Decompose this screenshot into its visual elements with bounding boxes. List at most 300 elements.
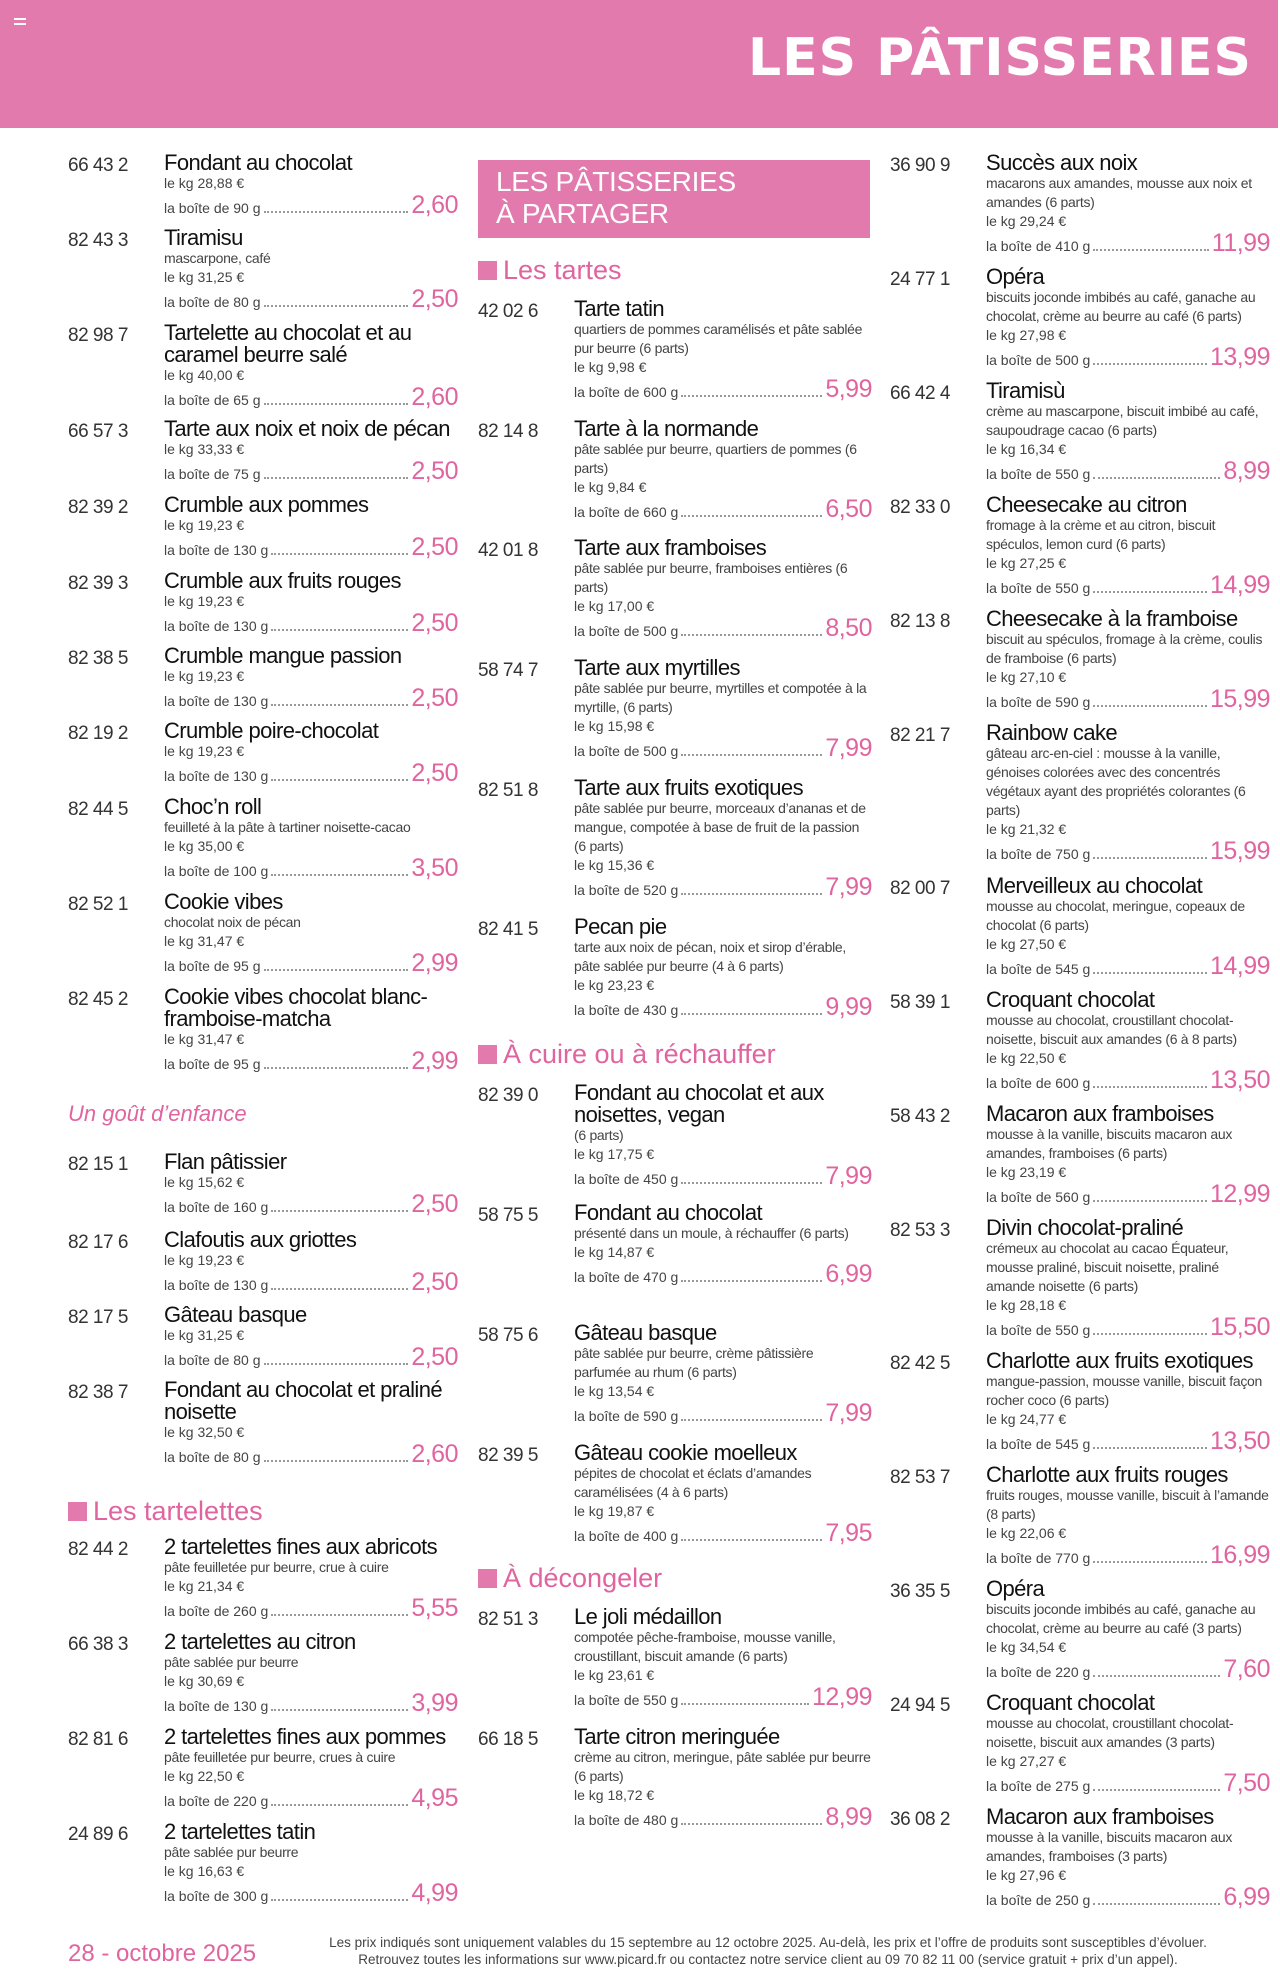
product-description: mousse à la vanille, biscuits macaron aux amandes, framboises (6 parts) xyxy=(986,1126,1233,1161)
price-per-kg: le kg 24,77 € xyxy=(986,1411,1067,1427)
leader-dots xyxy=(1093,363,1207,365)
product-description: fromage à la crème et au citron, biscuit spéculos, lemon curd (6 parts) xyxy=(986,517,1216,552)
box-weight: la boîte de 90 g xyxy=(164,200,261,216)
price-per-kg: le kg 16,34 € xyxy=(986,441,1067,457)
product-item xyxy=(890,152,1270,266)
section-title-text: À décongeler xyxy=(503,1562,663,1593)
product-name: Succès aux noix xyxy=(986,150,1138,175)
product-item xyxy=(890,989,1270,1103)
box-weight: la boîte de 130 g xyxy=(164,693,269,709)
product-price: 15,99 xyxy=(1209,685,1270,713)
product-price: 5,99 xyxy=(825,375,872,403)
product-code: 36 08 2 xyxy=(890,1809,950,1830)
box-weight: la boîte de 95 g xyxy=(164,958,261,974)
price-per-kg: le kg 22,50 € xyxy=(164,1768,245,1784)
product-item xyxy=(68,1631,458,1726)
product-price: 4,99 xyxy=(411,1879,458,1907)
product-name: Divin chocolat-praliné xyxy=(986,1215,1184,1240)
box-weight: la boîte de 590 g xyxy=(986,694,1091,710)
price-per-kg: le kg 22,06 € xyxy=(986,1525,1067,1541)
box-weight: la boîte de 160 g xyxy=(164,1199,269,1215)
product-code: 82 19 2 xyxy=(68,723,128,744)
product-item xyxy=(68,1821,458,1916)
box-weight: la boîte de 65 g xyxy=(164,392,261,408)
leader-dots xyxy=(1093,477,1220,479)
product-code: 58 74 7 xyxy=(478,660,538,681)
product-name: Pecan pie xyxy=(574,914,667,939)
section-title-a-cuire xyxy=(478,1026,872,1082)
product-price: 14,99 xyxy=(1209,952,1270,980)
box-weight: la boîte de 220 g xyxy=(986,1664,1091,1680)
box-weight: la boîte de 520 g xyxy=(574,882,679,898)
product-item xyxy=(68,418,458,494)
product-price: 15,50 xyxy=(1209,1313,1270,1341)
product-price: 2,50 xyxy=(411,533,458,561)
product-code: 82 39 2 xyxy=(68,497,128,518)
price-per-kg: le kg 31,25 € xyxy=(164,1327,245,1343)
price-per-kg: le kg 13,54 € xyxy=(574,1383,655,1399)
product-code: 82 17 5 xyxy=(68,1307,128,1328)
product-code: 82 44 2 xyxy=(68,1539,128,1560)
box-weight: la boîte de 750 g xyxy=(986,846,1091,862)
box-weight: la boîte de 560 g xyxy=(986,1189,1091,1205)
product-name: 2 tartelettes fines aux abricots xyxy=(164,1534,438,1559)
price-per-kg: le kg 34,54 € xyxy=(986,1639,1067,1655)
product-description: mascarpone, café xyxy=(164,250,271,266)
product-price: 7,60 xyxy=(1223,1655,1270,1683)
product-name: Fondant au chocolat et praliné noisette xyxy=(164,1377,442,1424)
product-price: 7,99 xyxy=(825,1162,872,1190)
product-name: Tarte aux framboises xyxy=(574,535,767,560)
product-code: 82 53 7 xyxy=(890,1467,950,1488)
product-name: Fondant au chocolat xyxy=(574,1200,762,1225)
product-price: 7,50 xyxy=(1223,1769,1270,1797)
product-description: biscuits joconde imbibés au café, ganache au chocolat, crème au beurre au café (6 parts) xyxy=(986,289,1256,324)
product-description: pâte sablée pur beurre, myrtilles et compotée à la myrtille, (6 parts) xyxy=(574,680,867,715)
product-list-tartes xyxy=(478,298,872,1026)
product-description: (6 parts) xyxy=(574,1127,624,1143)
leader-dots xyxy=(1093,1789,1220,1791)
product-code: 82 00 7 xyxy=(890,878,950,899)
product-price: 8,50 xyxy=(825,614,872,642)
price-per-kg: le kg 15,36 € xyxy=(574,857,655,873)
product-name: Opéra xyxy=(986,264,1045,289)
product-code: 82 21 7 xyxy=(890,725,950,746)
product-item xyxy=(478,1322,872,1442)
product-price: 3,50 xyxy=(411,854,458,882)
product-item xyxy=(68,570,458,645)
square-bullet-icon xyxy=(478,1569,497,1588)
product-name: Merveilleux au chocolat xyxy=(986,873,1203,898)
price-per-kg: le kg 23,19 € xyxy=(986,1164,1067,1180)
product-code: 66 18 5 xyxy=(478,1729,538,1750)
product-item xyxy=(890,1464,1270,1578)
product-code: 82 51 8 xyxy=(478,780,538,801)
product-name: Charlotte aux fruits exotiques xyxy=(986,1348,1253,1373)
product-name: Gâteau basque xyxy=(164,1302,307,1327)
leader-dots xyxy=(1093,1200,1207,1202)
box-weight: la boîte de 220 g xyxy=(164,1793,269,1809)
product-description: pâte sablée pur beurre xyxy=(164,1654,299,1670)
product-code: 82 38 5 xyxy=(68,648,128,669)
box-weight: la boîte de 450 g xyxy=(574,1171,679,1187)
leader-dots xyxy=(271,629,408,631)
box-weight: la boîte de 75 g xyxy=(164,466,261,482)
product-name: Gâteau cookie moelleux xyxy=(574,1440,797,1465)
box-weight: la boîte de 400 g xyxy=(574,1528,679,1544)
product-price: 2,50 xyxy=(411,1190,458,1218)
banner-line: LES PÂTISSERIES xyxy=(496,166,736,197)
price-per-kg: le kg 23,61 € xyxy=(574,1667,655,1683)
product-name: Tiramisu xyxy=(164,225,243,250)
product-price: 14,99 xyxy=(1209,571,1270,599)
box-weight: la boîte de 550 g xyxy=(986,466,1091,482)
leader-dots xyxy=(681,1419,822,1421)
product-code: 82 51 3 xyxy=(478,1609,538,1630)
leader-dots xyxy=(681,1013,822,1015)
product-list-tartelettes xyxy=(68,1536,458,1916)
section-title-text: Les tartes xyxy=(503,254,622,285)
box-weight: la boîte de 600 g xyxy=(986,1075,1091,1091)
section-title-a-decongeler xyxy=(478,1550,872,1606)
leader-dots xyxy=(681,1182,822,1184)
product-description: gâteau arc-en-ciel : mousse à la vanille, génoises colorées avec des concentrés végétaux ayant des propriétés colorantes (6 parts) xyxy=(986,745,1246,818)
leader-dots xyxy=(1093,705,1207,707)
banner-line: À PARTAGER xyxy=(496,198,669,229)
section-title-tartes xyxy=(478,242,872,298)
price-per-kg: le kg 31,47 € xyxy=(164,933,245,949)
price-per-kg: le kg 33,33 € xyxy=(164,441,245,457)
product-item xyxy=(478,1442,872,1550)
product-description: compotée pêche-framboise, mousse vanille, croustillant, biscuit amande (6 parts) xyxy=(574,1629,836,1664)
column-middle xyxy=(478,160,872,1836)
product-price: 2,60 xyxy=(411,383,458,411)
price-per-kg: le kg 27,96 € xyxy=(986,1867,1067,1883)
product-item xyxy=(68,1536,458,1631)
price-per-kg: le kg 17,00 € xyxy=(574,598,655,614)
price-per-kg: le kg 17,75 € xyxy=(574,1146,655,1162)
product-price: 4,95 xyxy=(411,1784,458,1812)
product-description: mousse au chocolat, croustillant chocolat-noisette, biscuit aux amandes (3 parts) xyxy=(986,1715,1234,1750)
price-per-kg: le kg 30,69 € xyxy=(164,1673,245,1689)
product-price: 12,99 xyxy=(811,1683,872,1711)
product-price: 2,60 xyxy=(411,191,458,219)
product-item xyxy=(478,1082,872,1202)
price-per-kg: le kg 19,23 € xyxy=(164,517,245,533)
leader-dots xyxy=(681,1280,822,1282)
product-name: Croquant chocolat xyxy=(986,1690,1155,1715)
product-price: 16,99 xyxy=(1209,1541,1270,1569)
leader-dots xyxy=(271,1614,408,1616)
product-code: 36 90 9 xyxy=(890,155,950,176)
leader-dots xyxy=(264,305,409,307)
product-description: pâte sablée pur beurre xyxy=(164,1844,299,1860)
product-name: Crumble poire-chocolat xyxy=(164,718,379,743)
product-price: 5,55 xyxy=(411,1594,458,1622)
product-item xyxy=(478,1202,872,1322)
product-name: Tarte citron meringuée xyxy=(574,1724,780,1749)
product-price: 2,99 xyxy=(411,1047,458,1075)
price-per-kg: le kg 21,32 € xyxy=(986,821,1067,837)
product-item xyxy=(68,494,458,570)
page-footer xyxy=(0,1934,1280,1979)
box-weight: la boîte de 80 g xyxy=(164,1449,261,1465)
product-list-a-cuire xyxy=(478,1082,872,1550)
leader-dots xyxy=(1093,1086,1207,1088)
leader-dots xyxy=(1093,1675,1220,1677)
section-title-text: Les tartelettes xyxy=(93,1495,263,1526)
leader-dots xyxy=(681,395,822,397)
leader-dots xyxy=(681,1703,809,1705)
price-per-kg: le kg 21,34 € xyxy=(164,1578,245,1594)
product-code: 24 94 5 xyxy=(890,1695,950,1716)
square-bullet-icon xyxy=(68,1502,87,1521)
product-price: 8,99 xyxy=(825,1803,872,1831)
product-description: biscuits joconde imbibés au café, ganache au chocolat, crème au beurre au café (3 parts) xyxy=(986,1601,1256,1636)
box-weight: la boîte de 275 g xyxy=(986,1778,1091,1794)
price-per-kg: le kg 40,00 € xyxy=(164,367,245,383)
price-per-kg: le kg 19,23 € xyxy=(164,1252,245,1268)
leader-dots xyxy=(271,779,408,781)
product-price: 15,99 xyxy=(1209,837,1270,865)
product-item xyxy=(890,1578,1270,1692)
product-description: mousse au chocolat, meringue, copeaux de chocolat (6 parts) xyxy=(986,898,1245,933)
product-description: pâte sablée pur beurre, morceaux d’ananas et de mangue, compotée à base de fruit de la passion (6 parts) xyxy=(574,800,866,854)
product-description: biscuit au spéculos, fromage à la crème, coulis de framboise (6 parts) xyxy=(986,631,1263,666)
product-item xyxy=(478,418,872,537)
product-item xyxy=(890,266,1270,380)
product-code: 82 52 1 xyxy=(68,894,128,915)
product-price: 9,99 xyxy=(825,993,872,1021)
product-code: 82 33 0 xyxy=(890,497,950,518)
box-weight: la boîte de 410 g xyxy=(986,238,1091,254)
price-per-kg: le kg 32,50 € xyxy=(164,1424,245,1440)
square-bullet-icon xyxy=(478,1045,497,1064)
product-name: 2 tartelettes tatin xyxy=(164,1819,316,1844)
product-price: 7,99 xyxy=(825,1399,872,1427)
price-per-kg: le kg 31,47 € xyxy=(164,1031,245,1047)
product-code: 66 57 3 xyxy=(68,421,128,442)
product-item xyxy=(68,152,458,227)
box-weight: la boîte de 550 g xyxy=(986,580,1091,596)
price-per-kg: le kg 28,88 € xyxy=(164,175,245,191)
product-code: 58 39 1 xyxy=(890,992,950,1013)
leader-dots xyxy=(271,874,408,876)
product-name: Flan pâtissier xyxy=(164,1149,287,1174)
product-price: 11,99 xyxy=(1211,229,1270,257)
section-title-tartelettes xyxy=(68,1486,458,1536)
product-price: 2,50 xyxy=(411,759,458,787)
product-description: présenté dans un moule, à réchauffer (6 parts) xyxy=(574,1225,849,1241)
product-item xyxy=(68,1304,458,1379)
product-list-a-decongeler xyxy=(478,1606,872,1836)
product-list-childhood xyxy=(68,1151,458,1486)
product-item xyxy=(890,1692,1270,1806)
product-code: 58 75 6 xyxy=(478,1325,538,1346)
box-weight: la boîte de 130 g xyxy=(164,542,269,558)
product-description: feuilleté à la pâte à tartiner noisette-cacao xyxy=(164,819,411,835)
box-weight: la boîte de 250 g xyxy=(986,1892,1091,1908)
product-price: 7,95 xyxy=(825,1519,872,1547)
product-item xyxy=(890,722,1270,875)
legal-note-line: Retrouvez toutes les informations sur www.picard.fr ou contactez notre service client au 09 70 82 11 00 (service gratuit + prix d’un appel). xyxy=(358,1952,1178,1967)
subsection-title: Un goût d’enfance xyxy=(68,1101,247,1126)
product-item xyxy=(478,916,872,1026)
leader-dots xyxy=(681,754,822,756)
product-item xyxy=(68,645,458,720)
product-code: 82 38 7 xyxy=(68,1382,128,1403)
product-description: crème au citron, meringue, pâte sablée pur beurre (6 parts) xyxy=(574,1749,871,1784)
box-weight: la boîte de 430 g xyxy=(574,1002,679,1018)
product-price: 2,50 xyxy=(411,457,458,485)
product-name: Clafoutis aux griottes xyxy=(164,1227,357,1252)
product-item xyxy=(478,1606,872,1726)
column-right xyxy=(890,150,1270,1911)
product-code: 42 01 8 xyxy=(478,540,538,561)
leader-dots xyxy=(1093,591,1207,593)
product-price: 2,50 xyxy=(411,609,458,637)
product-item xyxy=(68,1151,458,1229)
product-name: Tarte tatin xyxy=(574,296,665,321)
price-per-kg: le kg 16,63 € xyxy=(164,1863,245,1879)
leader-dots xyxy=(264,403,409,405)
box-weight: la boîte de 130 g xyxy=(164,1698,269,1714)
product-code: 82 15 1 xyxy=(68,1154,128,1175)
legal-note xyxy=(278,1934,1258,1968)
product-price: 6,99 xyxy=(825,1260,872,1288)
column-left xyxy=(68,152,458,1916)
leader-dots xyxy=(1093,1903,1220,1905)
product-name: Opéra xyxy=(986,1576,1045,1601)
product-price: 6,99 xyxy=(1223,1883,1270,1911)
price-per-kg: le kg 27,10 € xyxy=(986,669,1067,685)
product-description: mousse à la vanille, biscuits macaron aux amandes, framboises (3 parts) xyxy=(986,1829,1233,1864)
product-item xyxy=(68,227,458,322)
price-per-kg: le kg 18,72 € xyxy=(574,1787,655,1803)
leader-dots xyxy=(264,1067,409,1069)
box-weight: la boîte de 550 g xyxy=(574,1692,679,1708)
product-code: 82 39 0 xyxy=(478,1085,538,1106)
price-per-kg: le kg 27,25 € xyxy=(986,555,1067,571)
box-weight: la boîte de 480 g xyxy=(574,1812,679,1828)
page-title: LES PÂTISSERIES xyxy=(747,28,1252,88)
leader-dots xyxy=(1093,972,1207,974)
leader-dots xyxy=(681,634,822,636)
product-code: 24 89 6 xyxy=(68,1824,128,1845)
leader-dots xyxy=(271,1288,408,1290)
box-weight: la boîte de 260 g xyxy=(164,1603,269,1619)
product-price: 7,99 xyxy=(825,734,872,762)
product-code: 82 42 5 xyxy=(890,1353,950,1374)
product-code: 36 35 5 xyxy=(890,1581,950,1602)
product-code: 58 43 2 xyxy=(890,1106,950,1127)
product-code: 82 39 3 xyxy=(68,573,128,594)
product-item xyxy=(890,1350,1270,1464)
product-code: 82 41 5 xyxy=(478,919,538,940)
product-name: Tarte aux myrtilles xyxy=(574,655,740,680)
product-description: crème au mascarpone, biscuit imbibé au café, saupoudrage cacao (6 parts) xyxy=(986,403,1259,438)
box-weight: la boîte de 550 g xyxy=(986,1322,1091,1338)
product-name: Choc’n roll xyxy=(164,794,262,819)
product-name: 2 tartelettes au citron xyxy=(164,1629,356,1654)
product-price: 3,99 xyxy=(411,1689,458,1717)
product-item xyxy=(68,322,458,418)
product-price: 13,50 xyxy=(1209,1427,1270,1455)
box-weight: la boîte de 80 g xyxy=(164,1352,261,1368)
product-name: Fondant au chocolat xyxy=(164,150,352,175)
box-weight: la boîte de 600 g xyxy=(574,384,679,400)
product-item xyxy=(68,986,458,1101)
section-title-text: À cuire ou à réchauffer xyxy=(503,1038,776,1069)
box-weight: la boîte de 500 g xyxy=(574,623,679,639)
leader-dots xyxy=(264,211,409,213)
box-weight: la boîte de 300 g xyxy=(164,1888,269,1904)
product-price: 2,60 xyxy=(411,1440,458,1468)
leader-dots xyxy=(271,1210,408,1212)
product-code: 82 13 8 xyxy=(890,611,950,632)
product-price: 2,50 xyxy=(411,285,458,313)
product-description: chocolat noix de pécan xyxy=(164,914,301,930)
product-name: Crumble aux pommes xyxy=(164,492,369,517)
product-list-individual xyxy=(68,152,458,1101)
product-item xyxy=(68,1229,458,1304)
price-per-kg: le kg 19,87 € xyxy=(574,1503,655,1519)
leader-dots xyxy=(681,1539,822,1541)
product-code: 66 42 4 xyxy=(890,383,950,404)
box-weight: la boîte de 130 g xyxy=(164,618,269,634)
product-description: pâte sablée pur beurre, framboises entières (6 parts) xyxy=(574,560,848,595)
product-item xyxy=(890,875,1270,989)
product-price: 6,50 xyxy=(825,495,872,523)
price-per-kg: le kg 31,25 € xyxy=(164,269,245,285)
product-item xyxy=(478,657,872,777)
leader-dots xyxy=(271,553,408,555)
product-price: 12,99 xyxy=(1209,1180,1270,1208)
price-per-kg: le kg 9,98 € xyxy=(574,359,647,375)
product-description: pâte feuilletée pur beurre, crues à cuire xyxy=(164,1749,396,1765)
product-item xyxy=(890,608,1270,722)
product-item xyxy=(478,537,872,657)
product-description: tarte aux noix de pécan, noix et sirop d’érable, pâte sablée pur beurre (4 à 6 parts) xyxy=(574,939,846,974)
product-name: Tarte aux noix et noix de pécan xyxy=(164,416,450,441)
product-name: Gâteau basque xyxy=(574,1320,717,1345)
product-description: pâte sablée pur beurre, crème pâtissière parfumée au rhum (6 parts) xyxy=(574,1345,814,1380)
product-item xyxy=(478,1726,872,1836)
product-code: 82 39 5 xyxy=(478,1445,538,1466)
product-item xyxy=(68,1379,458,1486)
leader-dots xyxy=(264,477,409,479)
product-code: 66 43 2 xyxy=(68,155,128,176)
leader-dots xyxy=(264,1460,409,1462)
product-item xyxy=(68,720,458,796)
box-weight: la boîte de 590 g xyxy=(574,1408,679,1424)
box-weight: la boîte de 500 g xyxy=(986,352,1091,368)
box-weight: la boîte de 660 g xyxy=(574,504,679,520)
price-per-kg: le kg 27,50 € xyxy=(986,936,1067,952)
leader-dots xyxy=(1093,857,1207,859)
leader-dots xyxy=(1093,1333,1207,1335)
product-description: macarons aux amandes, mousse aux noix et amandes (6 parts) xyxy=(986,175,1252,210)
box-weight: la boîte de 545 g xyxy=(986,961,1091,977)
product-code: 24 77 1 xyxy=(890,269,950,290)
product-code: 82 53 3 xyxy=(890,1220,950,1241)
product-item xyxy=(890,1217,1270,1350)
price-per-kg: le kg 27,27 € xyxy=(986,1753,1067,1769)
leader-dots xyxy=(681,893,822,895)
price-per-kg: le kg 29,24 € xyxy=(986,213,1067,229)
product-name: Le joli médaillon xyxy=(574,1604,722,1629)
product-price: 2,50 xyxy=(411,1343,458,1371)
